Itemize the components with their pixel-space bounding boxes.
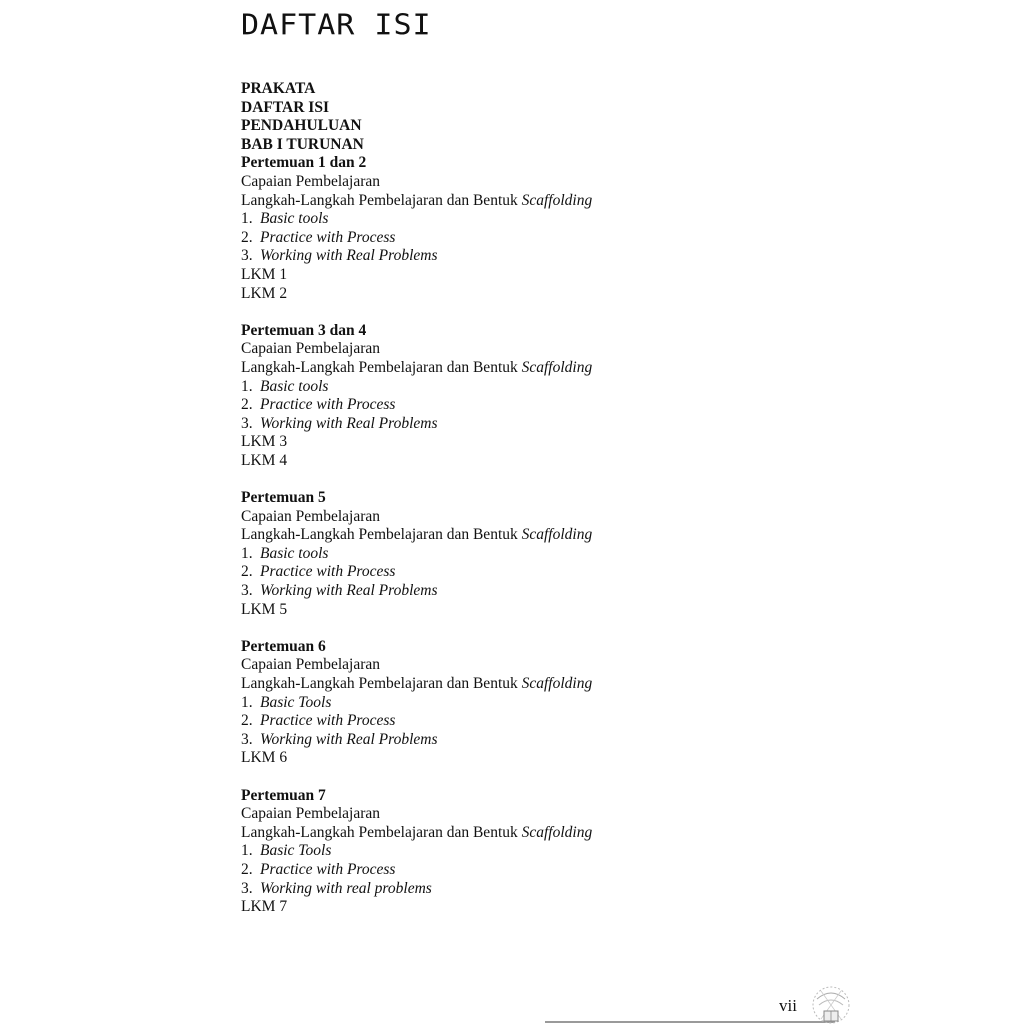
langkah-italic: Scaffolding — [521, 823, 593, 841]
toc-entry-lkm[interactable]: LKM 6 — [241, 749, 288, 767]
langkah-text: Langkah-Langkah Pembelajaran dan Bentuk — [241, 675, 522, 692]
toc-entry-langkah[interactable] — [241, 526, 801, 545]
toc-entry-capaian[interactable]: Capaian Pembelajaran — [241, 340, 381, 358]
toc-list-item[interactable] — [241, 861, 801, 880]
toc-entry-lkm[interactable]: LKM 4 — [241, 451, 288, 469]
toc-section — [241, 787, 801, 917]
toc-entry-bab-1[interactable]: BAB I TURUNAN — [241, 135, 364, 153]
toc-entry-daftar-isi[interactable]: DAFTAR ISI — [241, 98, 329, 116]
list-number: 3. — [241, 730, 253, 748]
toc-list-item[interactable] — [241, 694, 801, 713]
langkah-text: Langkah-Langkah Pembelajaran dan Bentuk — [241, 526, 522, 544]
list-number: 1. — [241, 842, 253, 860]
list-text: Working with Real Problems — [260, 247, 438, 265]
section-spacer — [241, 619, 801, 638]
list-number: 1. — [241, 544, 253, 562]
toc-entry-pendahuluan[interactable]: PENDAHULUAN — [241, 117, 362, 135]
toc-entry-lkm[interactable]: LKM 2 — [241, 284, 288, 302]
list-text: Practice with Process — [260, 712, 396, 730]
list-text: Practice with Process — [260, 228, 396, 246]
toc-list-item[interactable] — [241, 247, 801, 266]
langkah-text: Langkah-Langkah Pembelajaran dan Bentuk — [241, 358, 522, 376]
langkah-italic: Scaffolding — [521, 358, 593, 376]
toc-section — [241, 638, 801, 768]
list-number: 1. — [241, 210, 253, 228]
section-heading[interactable]: Pertemuan 7 — [241, 786, 326, 804]
list-text: Working with Real Problems — [260, 582, 438, 600]
langkah-italic: Scaffolding — [521, 191, 593, 209]
footer-divider — [545, 1021, 835, 1023]
section-heading[interactable]: Pertemuan 6 — [241, 637, 326, 655]
list-number: 1. — [241, 693, 253, 711]
toc-list-item[interactable] — [241, 712, 801, 731]
list-number: 3. — [241, 582, 253, 600]
toc-entry-capaian[interactable]: Capaian Pembelajaran — [241, 656, 381, 674]
toc-list-item[interactable] — [241, 842, 801, 861]
langkah-text: Langkah-Langkah Pembelajaran dan Bentuk — [241, 191, 522, 209]
list-text: Practice with Process — [260, 860, 396, 878]
list-text: Practice with Process — [260, 396, 396, 414]
list-number: 3. — [241, 879, 253, 897]
langkah-text: Langkah-Langkah Pembelajaran dan Bentuk — [241, 823, 522, 841]
langkah-italic: Scaffolding — [521, 526, 593, 544]
toc-list-item[interactable] — [241, 582, 801, 601]
list-text: Basic tools — [260, 377, 329, 395]
toc-list-item[interactable] — [241, 415, 801, 434]
toc-entry-langkah[interactable] — [241, 675, 801, 694]
toc-entry-prakata[interactable]: PRAKATA — [241, 80, 316, 97]
toc-section — [241, 489, 801, 619]
list-text: Basic Tools — [260, 842, 332, 860]
toc-entry-langkah[interactable] — [241, 824, 801, 843]
section-spacer — [241, 768, 801, 787]
toc-list-item[interactable] — [241, 545, 801, 564]
list-number: 2. — [241, 228, 253, 246]
toc-list-item[interactable] — [241, 378, 801, 397]
page-title: DAFTAR ISI — [241, 8, 432, 43]
list-text: Working with real problems — [260, 879, 432, 897]
langkah-italic: Scaffolding — [521, 675, 593, 692]
toc-section — [241, 154, 801, 303]
toc-entry-lkm[interactable]: LKM 7 — [241, 898, 288, 916]
toc-entry-lkm[interactable]: LKM 5 — [241, 600, 288, 618]
toc-list-item[interactable] — [241, 880, 801, 899]
section-heading[interactable]: Pertemuan 1 dan 2 — [241, 154, 367, 172]
list-text: Basic Tools — [260, 693, 332, 711]
section-heading[interactable]: Pertemuan 3 dan 4 — [241, 321, 367, 339]
toc-entry-capaian[interactable]: Capaian Pembelajaran — [241, 172, 381, 190]
toc-list-item[interactable] — [241, 731, 801, 750]
toc-list-item[interactable] — [241, 210, 801, 229]
table-of-contents — [241, 80, 801, 917]
toc-entry-lkm[interactable]: LKM 1 — [241, 265, 288, 283]
list-number: 3. — [241, 414, 253, 432]
list-text: Practice with Process — [260, 563, 396, 581]
section-spacer — [241, 303, 801, 322]
toc-entry-langkah[interactable] — [241, 359, 801, 378]
toc-entry-lkm[interactable]: LKM 3 — [241, 433, 288, 451]
list-number: 2. — [241, 563, 253, 581]
list-number: 3. — [241, 247, 253, 265]
toc-entry-capaian[interactable]: Capaian Pembelajaran — [241, 507, 381, 525]
section-spacer — [241, 470, 801, 489]
list-text: Basic tools — [260, 544, 329, 562]
toc-entry-langkah[interactable] — [241, 192, 801, 211]
list-text: Working with Real Problems — [260, 414, 438, 432]
toc-section — [241, 322, 801, 471]
toc-list-item[interactable] — [241, 563, 801, 582]
list-text: Basic tools — [260, 210, 329, 228]
book-ornament-icon — [811, 985, 851, 1024]
section-heading[interactable]: Pertemuan 5 — [241, 489, 326, 507]
page-number: vii — [779, 996, 797, 1015]
list-number: 2. — [241, 396, 253, 414]
list-text: Working with Real Problems — [260, 730, 438, 748]
toc-entry-capaian[interactable]: Capaian Pembelajaran — [241, 805, 381, 823]
list-number: 1. — [241, 377, 253, 395]
list-number: 2. — [241, 712, 253, 730]
toc-list-item[interactable] — [241, 396, 801, 415]
toc-list-item[interactable] — [241, 229, 801, 248]
list-number: 2. — [241, 860, 253, 878]
